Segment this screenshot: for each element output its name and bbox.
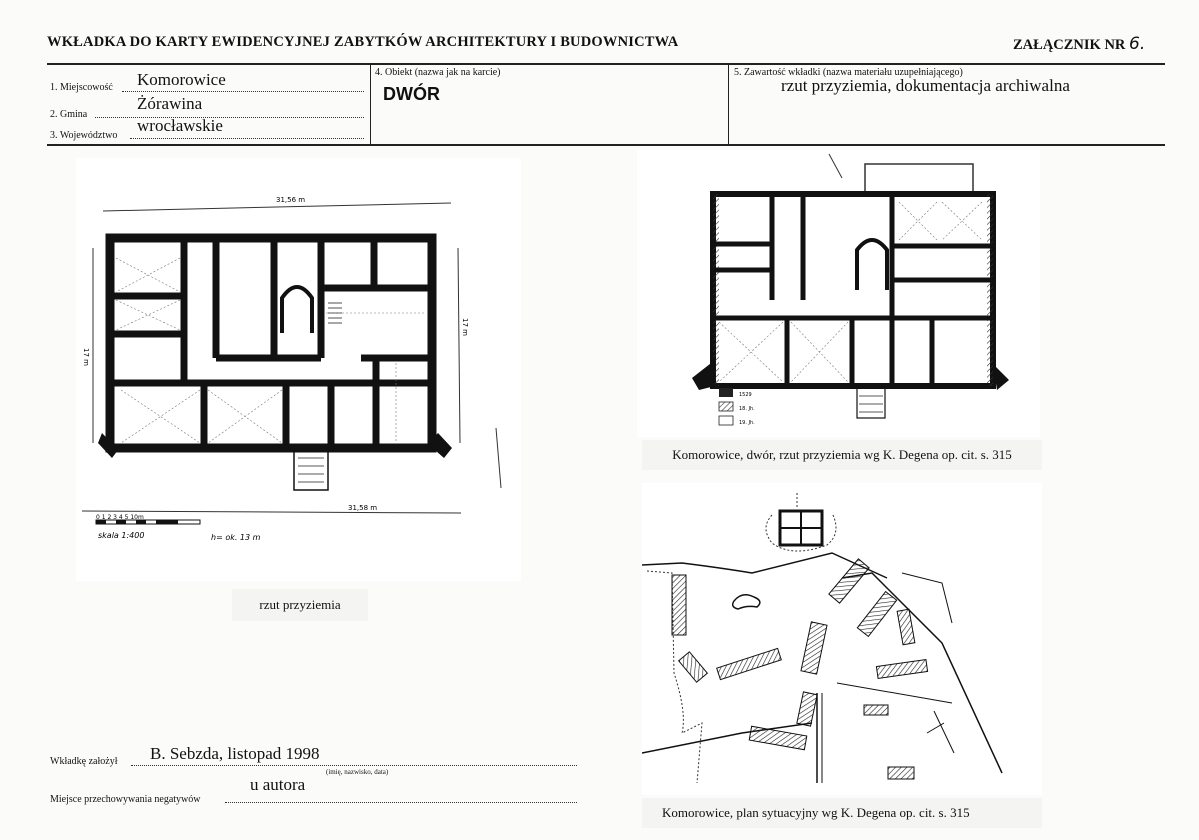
header-divider-2 [728, 64, 729, 144]
founder-hint: (imię, nazwisko, data) [326, 768, 389, 776]
miejscowosc-label: 1. Miejscowość [50, 82, 113, 93]
gmina-line [95, 116, 364, 118]
top-rule [47, 63, 1165, 65]
founder-line [131, 764, 577, 766]
dim-bottom-label: 31,58 m [348, 504, 378, 512]
obiekt-value: DWÓR [383, 84, 440, 104]
legend-18jh: 18. Jh. [739, 406, 755, 412]
annex-number: 6. [1129, 34, 1146, 54]
scale-ticks: 0 1 2 3 4 5 10m [96, 514, 144, 521]
annex-label [1013, 34, 1145, 54]
wojewodztwo-line [130, 137, 364, 139]
height-label: h= ok. 13 m [211, 533, 261, 542]
site-plan-drawing [642, 483, 1042, 795]
obiekt-label: 4. Obiekt (nazwa jak na karcie) [375, 67, 501, 78]
site-plan-caption: Komorowice, plan sytuacyjny wg K. Degena op. cit. s. 315 [642, 798, 1042, 828]
site-plan-panel [642, 483, 1042, 795]
dim-right-label: 17 m [461, 318, 469, 336]
degen-floor-plan-panel [637, 150, 1040, 437]
ground-floor-caption: rzut przyziemia [232, 589, 368, 621]
ground-floor-plan-panel [76, 158, 521, 581]
zawartosc-value: rzut przyziemia, dokumentacja archiwalna [781, 76, 1070, 95]
scale-label: skala 1:400 [98, 531, 145, 540]
legend-19jh: 19. Jh. [739, 420, 755, 426]
founder-label: Wkładkę założył [50, 756, 118, 767]
gmina-value: Żórawina [137, 94, 203, 113]
annex-label-text: ZAŁĄCZNIK NR [1013, 37, 1126, 53]
gmina-label: 2. Gmina [50, 109, 88, 120]
dim-side-label: 17 m [82, 348, 90, 366]
header-bottom-rule [47, 144, 1165, 146]
wojewodztwo-label: 3. Województwo [50, 130, 118, 141]
zawartosc-label: 5. Zawartość wkładki (nazwa materiału uzupełniającego) [734, 67, 963, 78]
storage-value: u autora [250, 775, 306, 794]
founder-value: B. Sebzda, listopad 1998 [150, 744, 320, 763]
legend-1529: 1529 [739, 392, 752, 398]
dim-top-label: 31,56 m [276, 196, 306, 204]
wojewodztwo-value: wrocławskie [137, 116, 223, 135]
miejscowosc-line [122, 90, 364, 92]
storage-label: Miejsce przechowywania negatywów [50, 794, 201, 805]
ground-floor-plan-drawing [76, 158, 521, 581]
plan-legend [719, 388, 755, 426]
miejscowosc-value: Komorowice [137, 70, 226, 89]
degen-floor-plan-drawing [637, 150, 1040, 437]
header-divider-1 [370, 64, 371, 144]
degen-floor-plan-caption: Komorowice, dwór, rzut przyziemia wg K. Degena op. cit. s. 315 [642, 440, 1042, 470]
document-title: WKŁADKA DO KARTY EWIDENCYJNEJ ZABYTKÓW ARCHITEKTURY I BUDOWNICTWA [47, 34, 679, 50]
storage-line [225, 801, 577, 803]
